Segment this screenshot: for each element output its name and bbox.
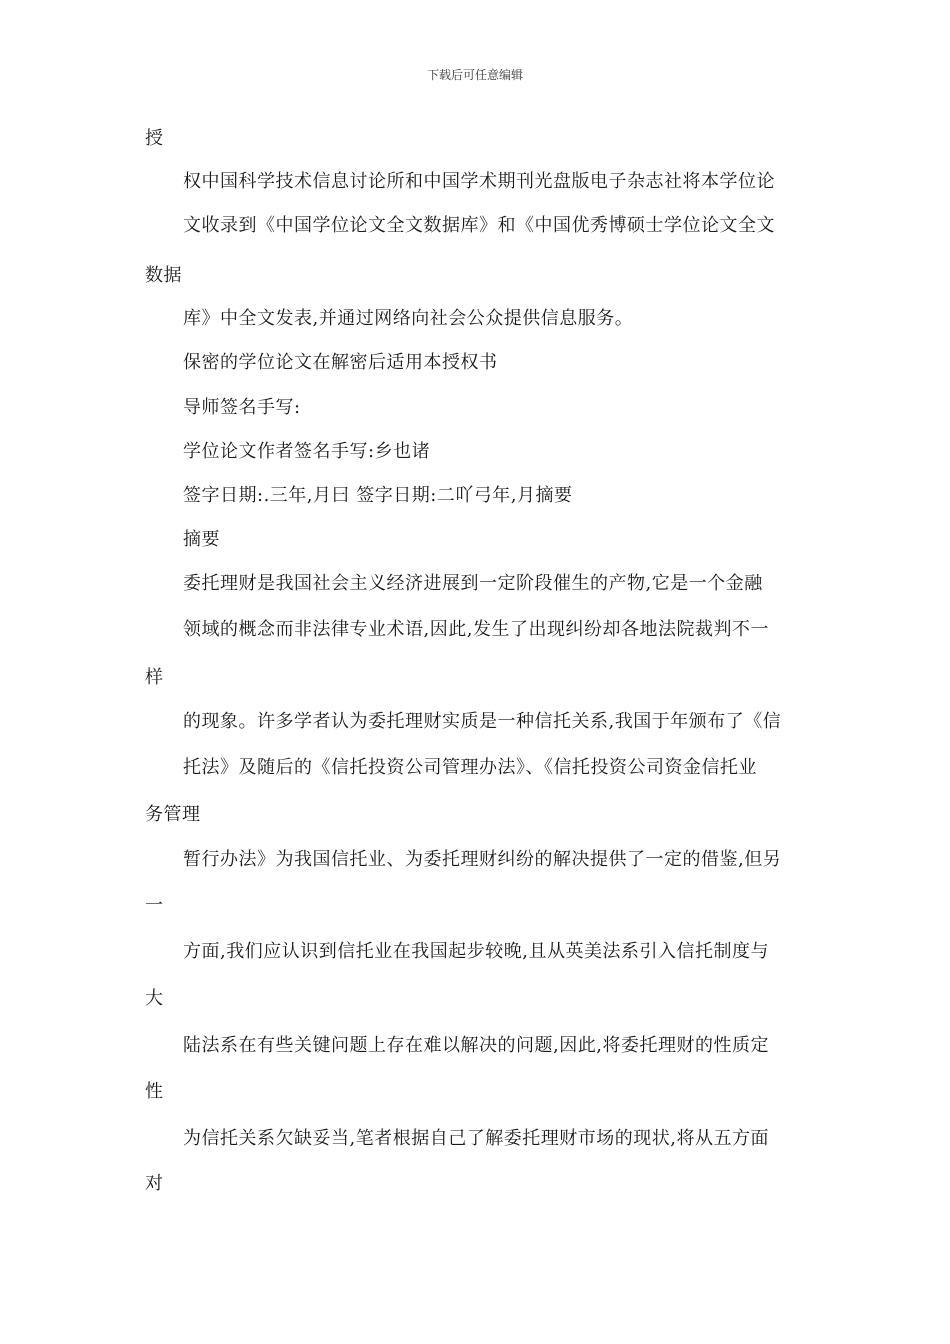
text-line: 权中国科学技术信息讨论所和中国学术期刊光盘版电子杂志社将本学位论 xyxy=(183,171,775,192)
text-line: 的现象。许多学者认为委托理财实质是一种信托关系,我国于年颁布了《信 xyxy=(183,711,782,732)
text-line: 对 xyxy=(145,1173,164,1194)
text-line: 库》中全文发表,并通过网络向社会公众提供信息服务。 xyxy=(183,308,634,329)
page-header: 下载后可任意编辑 xyxy=(426,68,523,82)
text-line: 授 xyxy=(145,128,164,149)
text-line: 委托理财是我国社会主义经济进展到一定阶段催生的产物,它是一个金融 xyxy=(183,573,763,594)
text-line: 暂行办法》为我国信托业、为委托理财纠纷的解决提供了一定的借鉴,但另 xyxy=(183,849,782,870)
section-heading: 摘要 xyxy=(183,529,220,550)
text-line: 签字日期:.三年,月曰 签字日期:二吖弓年,月摘要 xyxy=(183,485,573,506)
text-line: 学位论文作者签名手写:乡也诸 xyxy=(183,441,431,462)
text-line: 性 xyxy=(145,1081,164,1102)
text-line: 一 xyxy=(145,895,164,916)
text-line: 托法》及随后的《信托投资公司管理办法》、《信托投资公司资金信托业 xyxy=(183,757,757,778)
text-line: 陆法系在有些关键问题上存在难以解决的问题,因此,将委托理财的性质定 xyxy=(183,1035,769,1056)
text-line: 方面,我们应认识到信托业在我国起步较晚,且从英美法系引入信托制度与 xyxy=(183,941,769,962)
text-line: 样 xyxy=(145,667,164,688)
text-line: 保密的学位论文在解密后适用本授权书 xyxy=(183,352,498,373)
text-line: 数据 xyxy=(145,265,182,286)
text-line: 领域的概念而非法律专业术语,因此,发生了出现纠纷却各地法院裁判不一 xyxy=(183,619,769,640)
text-line: 为信托关系欠缺妥当,笔者根据自己了解委托理财市场的现状,将从五方面 xyxy=(183,1128,769,1149)
text-line: 大 xyxy=(145,988,164,1009)
text-line: 务管理 xyxy=(145,804,201,825)
text-line: 文收录到《中国学位论文全文数据库》和《中国优秀博硕士学位论文全文 xyxy=(183,215,775,236)
text-line: 导师签名手写: xyxy=(183,397,301,418)
